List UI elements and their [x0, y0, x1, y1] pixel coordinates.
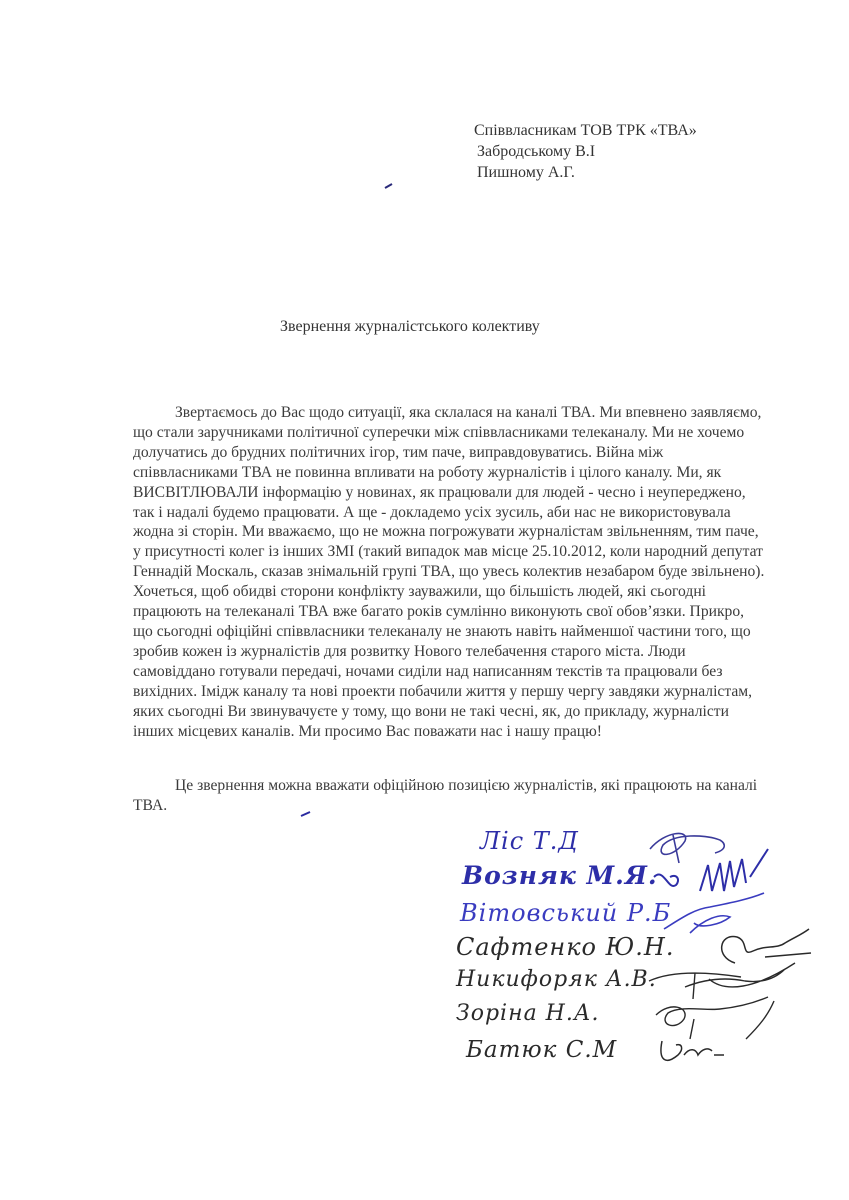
signature-row	[440, 1035, 820, 1071]
signature-name: Возняк М.Я.	[462, 861, 658, 890]
document-title: Звернення журналістського колективу	[280, 318, 540, 335]
signature-row	[440, 1001, 820, 1037]
ink-mark	[384, 182, 394, 190]
body-paragraph: Звертаємось до Вас щодо ситуації, яка склалася на каналі ТВА. Ми впевнено заявляємо, що стали заручниками політичної суперечки між співвласниками телеканалу. Ми не хочемо долучатись до брудних політичних ігор, тим паче, виправдовуватись. Війна між співвласниками ТВА не повинна впливати на роботу журналістів і цілого каналу. Ми, як ВИСВІТЛЮВАЛИ інформацію у новинах, як працювали для людей - чесно і неупереджено, так і надалі будемо працювати. А ще - докладемо усіх зусиль, аби нас не використовувала жодна зі сторін. Ми вважаємо, що не можна погрожувати журналістам звільненням, тим паче, у присутності колег із інших ЗМІ (такий випадок мав місце 25.10.2012, коли народний депутат Геннадій Москаль, сказав знімальній групі ТВА, що увесь колектив незабаром буде звільнено). Хочеться, щоб обидві сторони конфлікту зауважили, що більшість людей, які сьогодні працюють на телеканалі ТВА вже багато років сумлінно виконують свої обов’язки. Прикро, що сьогодні офіційні співвласники телеканалу не знають навіть найменшої частини того, що зробив кожен із журналістів для розвитку Нового телебачення старого міста. Люди самовіддано готували передачі, ночами сиділи над написанням текстів та працювали без вихідних. Імідж каналу та нові проекти побачили життя у першу чергу завдяки журналістам, яких сьогодні Ви звинувачуєте у тому, що вони не такі чесні, як, до прикладу, журналісти інших місцевих каналів. Ми просимо Вас поважати нас і нашу працю!	[133, 404, 765, 740]
signatures-block	[440, 825, 820, 1075]
closing-text	[133, 776, 773, 816]
addressee-line: Пишному А.Г.	[477, 164, 575, 181]
addressee-block	[474, 120, 697, 183]
addressee-line: Співвласникам ТОВ ТРК «ТВА»	[474, 122, 697, 139]
body-text	[133, 403, 767, 741]
signature-name: Вітовський Р.Б	[460, 899, 672, 927]
signature-name: Зоріна Н.А.	[456, 1001, 600, 1026]
ink-mark	[300, 810, 312, 818]
signature-scribble	[656, 1031, 726, 1071]
signature-name: Сафтенко Ю.Н.	[456, 933, 675, 961]
closing-paragraph: Це звернення можна вважати офіційною позицією журналістів, які працюють на каналі ТВА.	[133, 777, 758, 814]
signature-name: Никифоряк А.В.	[456, 967, 657, 992]
signature-name: Ліс Т.Д	[480, 827, 579, 855]
addressee-line: Забродському В.І	[477, 143, 596, 160]
signature-name: Батюк С.М	[466, 1037, 618, 1063]
